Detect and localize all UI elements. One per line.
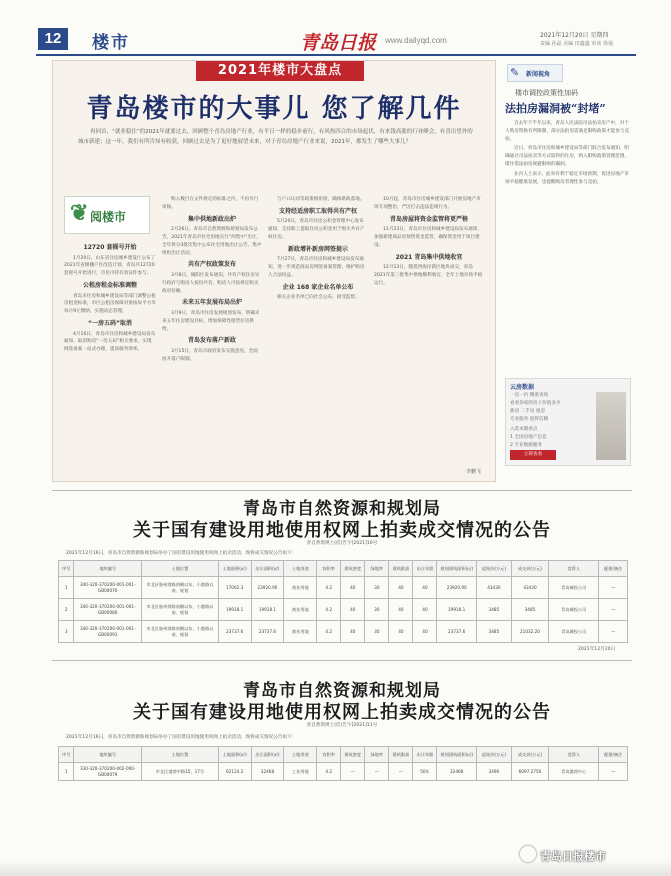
table-cell: 4.2 (317, 763, 341, 781)
table-cell: 23737.6 (437, 621, 476, 643)
table-cell: 23737.6 (218, 621, 251, 643)
table-cell: — (599, 621, 628, 643)
editors-line: 责编 孙磊 美编 田鑫鑫 审读 徐强 (540, 41, 613, 47)
ad-line: 入选本期看点 (510, 427, 538, 432)
article-paragraph: 12月13日，随着西海岸新区地块成交，青岛2021年第三批集中供地顺利收官，全年土地市场平稳运行。 (374, 265, 483, 286)
table-header-cell: 规划建筑面积(㎡) (437, 747, 476, 763)
table-cell: 商业用地 (284, 577, 317, 599)
ad-line: 一房一价 精准查询 (510, 393, 549, 398)
table-cell: 30 (365, 599, 389, 621)
table-row (59, 621, 628, 643)
ad-line: 2 专业数据服务 (510, 443, 542, 448)
table-cell: 1 (59, 763, 74, 781)
article-paragraph: 4月16日，青岛市住房和城乡建设局发布通知，取消购房“一房五码”相关要求，实现网签备案一站式办理，提高服务效率。 (64, 331, 156, 353)
article-subheading: 公租房租金标准调整 (82, 281, 137, 289)
table-cell: 青岛城投公司 (549, 599, 599, 621)
sidebar-paragraph: 近日，青岛市住房和城乡建设局等部门联合发布通知，明确通过司法拍卖等方式取得的住房，纳入限购政策管理范围，堵住借法拍房规避限购的漏洞。 (505, 146, 630, 167)
table-row (59, 577, 628, 599)
article-subheading: 企业 168 家企业名单公布 (282, 283, 354, 291)
table-header-cell: 成交价(万元) (511, 747, 548, 763)
article-paragraph: 11月23日，青岛市住房和城乡建设局发布通知，加强新建商品房预售资金监管，确保资金用于项目建设。 (374, 227, 482, 248)
ad-line: 新房 二手房 租房 (510, 409, 546, 414)
article-paragraph: 与户口认同等政策相衔接，确保新政落地。 (277, 197, 365, 202)
feature-lede: 再回首，“就业稳住”的2021年就要过去，回顾整个青岛房地产行业，有平日一样的稳步前行，有风热四合的市场起伏，有来钱高涨的行业峰会，有喜出望外的城市新建；这一年，我们有所告知有收获，回顾过去是为了更好地展望未来，对于青岛房地产行业来说，2021年，都发生了哪些大事儿？ (78, 129, 473, 145)
article-paragraph: 10月起，青岛市住房城乡建设部门开展房地产市场专项整治，严厉打击违法违规行为。 (374, 197, 481, 210)
article-paragraph: 1月20日，山东省住房城乡建设厅公布了2021年省级棚户区改造计划，青岛共12720套摇号开始进行，市民可持有效证件参与。 (64, 255, 156, 277)
table-cell: 330-320-370200-002-000-GB00079 (74, 763, 142, 781)
table-header-cell: 土地用途 (284, 561, 317, 577)
byline: 李鹏飞 (466, 469, 482, 475)
article-column-3 (268, 196, 368, 303)
sidebar-kicker: 楼市调控政策性加码 (515, 89, 578, 97)
table-cell: 23920.90 (251, 577, 284, 599)
feature-banner: 2021年楼市大盘点 (196, 61, 364, 81)
table-cell: 市北区胶州湾路南侧以东、小港路以南、规划 (142, 577, 219, 599)
table-cell: — (599, 599, 628, 621)
table-cell: 青岛城投公司 (549, 577, 599, 599)
table-header-cell: 地块编号 (74, 747, 142, 763)
table-cell: 40 (413, 621, 437, 643)
table-cell: 340-320-370200-001-001-GB00080 (74, 599, 142, 621)
table-cell: 市北区胶州湾路南侧以东、小港路以南、规划 (142, 599, 219, 621)
article-subheading: 青岛房屋将资金监管将更严格 (389, 215, 468, 223)
table-cell: 43430 (476, 577, 511, 599)
table-header-cell: 成交价(万元) (511, 561, 548, 577)
ad-button[interactable]: 立即查看 (510, 450, 556, 460)
table-header-cell: 出让年限 (413, 561, 437, 577)
table-cell: 21032.20 (511, 621, 548, 643)
notice-1-table (58, 560, 628, 643)
notice-2-number: 青自然资规土(挂)告字[2021]11号 (306, 723, 378, 728)
table-cell: 23920.90 (437, 577, 476, 599)
table-cell: 50年 (413, 763, 437, 781)
table-header-cell: 建筑密度 (341, 747, 365, 763)
table-cell: 30 (365, 621, 389, 643)
brand-label: 阅楼市 (90, 210, 127, 224)
table-header-cell: 起始价(万元) (476, 561, 511, 577)
article-subheading: 2021 青岛集中供地收官 (395, 253, 463, 261)
sidebar-paragraph: 自去年下半年以来，青岛人民法院司法拍卖房产中，对个人购房资格有所限制，部分法拍房需满足限购政策才能参与竞拍。 (505, 121, 630, 142)
notice-1-title-line-1: 青岛市自然资源和规划局 (243, 499, 441, 519)
table-cell: — (341, 763, 365, 781)
table-header-cell: 建筑限高 (389, 561, 413, 577)
table-cell: 青岛城投公司 (549, 621, 599, 643)
table-header-cell: 土地位置 (142, 561, 219, 577)
table-cell: 市北区港湾中路15、17号 (142, 763, 219, 781)
table-cell: 青岛港湾中心 (549, 763, 599, 781)
table-header-cell: 出让面积(㎡) (251, 561, 284, 577)
table-cell: 43430 (511, 577, 548, 599)
table-cell: 工业用地 (284, 763, 317, 781)
table-header-cell: 序号 (59, 747, 74, 763)
table-header-cell: 起始价(万元) (476, 747, 511, 763)
page-number: 12 (38, 28, 68, 50)
table-header-cell: 绿地率 (365, 561, 389, 577)
notice-2-title-line-2: 关于国有建设用地使用权网上拍卖成交情况的公告 (133, 702, 551, 723)
table-header-cell: 规划建筑面积(㎡) (437, 561, 476, 577)
table-cell: 23737.6 (251, 621, 284, 643)
section-title: 楼市 (92, 33, 130, 53)
sidebar-tag-label: 新闻视角 (526, 71, 551, 78)
table-cell: — (599, 577, 628, 599)
article-subheading: 12720 套摇号开始 (83, 244, 137, 251)
leaf-logo-icon: ❦ (70, 200, 89, 226)
table-header-cell: 地块编号 (74, 561, 142, 577)
table-cell: 17062.3 (218, 577, 251, 599)
article-paragraph: 3月8日，城阳区发布通知，共有产权住房实行政府与购房人按份共有，购房人可按规定购买政府份额。 (162, 272, 260, 294)
table-cell: 商业用地 (284, 599, 317, 621)
table-header-cell: 竞得人 (549, 747, 599, 763)
table-cell: 市北区胶州湾路南侧以东、小港路以南、规划 (142, 621, 219, 643)
sidebar-paragraph: 业内人士表示，此举有利于稳定市场预期，促进房地产市场平稳健康发展，也提醒购房者理性参与竞拍。 (505, 171, 629, 185)
site-url: www.dailyqd.com (385, 36, 447, 45)
article-paragraph: 青岛市住房和城乡建设局等部门调整公租房租金标准，市区公租房保障对象按每平方米每月9元缴纳，实施动态管理。 (64, 293, 156, 315)
table-cell: 40 (389, 599, 413, 621)
article-subheading: “一房五码”取消 (88, 319, 132, 327)
table-header-cell: 土地用途 (284, 747, 317, 763)
notice-1-title-line-2: 关于国有建设用地使用权网上拍卖成交情况的公告 (133, 520, 551, 541)
ad-line: 1 全国房地产信息 (510, 435, 547, 440)
table-cell: 3485 (476, 599, 511, 621)
table-row (59, 599, 628, 621)
article-subheading: 未来五年发展布局出炉 (181, 299, 242, 307)
notice-1-intro: 2021年12月16日，青岛市自然资源和规划局举办了国有建设用地使用权网上拍卖活动，现将成交情况公告如下： (66, 551, 297, 556)
table-header-cell: 土地位置 (142, 747, 219, 763)
article-subheading: 支持经适房职工取得共有产权 (278, 207, 357, 215)
table-header-cell: 建筑限高 (389, 747, 413, 763)
notice-1-number: 青自然资规土(挂)告字[2021]10号 (306, 541, 378, 546)
feature-headline: 青岛楼市的大事儿 您了解几件 (86, 94, 462, 124)
news-icon: ✎ (510, 66, 520, 79)
table-cell: 40 (389, 621, 413, 643)
table-cell: 40 (341, 599, 365, 621)
article-subheading: 集中供地新政出炉 (187, 215, 236, 223)
table-cell: 40 (389, 577, 413, 599)
article-column-2 (162, 196, 262, 365)
table-header-cell: 容积率 (317, 747, 341, 763)
notice-1-date: 2021年12月20日 (578, 647, 616, 652)
table-cell: 340-320-370200-001-001-GB00091 (74, 621, 142, 643)
article-column-4 (374, 196, 484, 289)
table-header-cell: 出让面积(㎡) (251, 747, 284, 763)
table-header-cell: 竞得人 (549, 561, 599, 577)
table-cell: — (599, 763, 628, 781)
table-cell: — (389, 763, 413, 781)
ad-line: 看看你家的房子价值多少 (510, 401, 561, 406)
table-cell: 340-320-370200-001-001-GB00070 (74, 577, 142, 599)
table-header-cell: 序号 (59, 561, 74, 577)
article-subheading: 共有产权政策发布 (187, 261, 236, 269)
table-cell: 19918.1 (251, 599, 284, 621)
table-cell: 1 (59, 577, 74, 599)
table-cell: 商业用地 (284, 621, 317, 643)
ad-heading: 云房数据 (510, 384, 535, 391)
wechat-account-icon (520, 846, 536, 862)
article-paragraph: 2月26日，青岛市自然资源和规划局发布公告，2021年青岛市住宅用地实行“两集中”出让，全年将分3批次集中公布住宅用地出让公告、集中组织出让活动。 (162, 227, 262, 256)
table-cell: 3485 (511, 599, 548, 621)
paper-logo: 青岛日报 (300, 32, 377, 54)
table-cell: 6097.2750 (511, 763, 548, 781)
table-cell: 32468 (251, 763, 284, 781)
notice-2-table (58, 746, 628, 781)
article-subheading: 青岛发布落户新政 (187, 337, 236, 345)
page-header (0, 0, 671, 56)
ad-line: 专业服务 值得信赖 (510, 417, 549, 422)
table-cell: 40 (341, 621, 365, 643)
article-paragraph: 3月15日，青岛市政府发布实施意见，全面放开落户限制。 (162, 348, 258, 362)
table-row (59, 763, 628, 781)
table-header-cell: 土地面积(㎡) (218, 561, 251, 577)
sidebar-title: 法拍房漏洞被“封堵” (505, 102, 606, 115)
notice-2-intro: 2021年12月16日，青岛市自然资源和规划局举办了国有建设用地使用权网上拍卖活动，现将成交情况公告如下： (66, 735, 297, 740)
article-column-1 (64, 240, 156, 355)
table-header-cell: 绿地率 (365, 747, 389, 763)
issue-date: 2021年12月20日 星期四 (540, 32, 609, 39)
table-cell: 4.2 (317, 599, 341, 621)
table-cell: 32468 (437, 763, 476, 781)
article-paragraph: 购入数目在文件规定的标准之内，不再另行审核。 (162, 197, 259, 210)
table-cell: 19918.1 (218, 599, 251, 621)
account-watermark: 青岛日报楼市 (540, 850, 606, 863)
article-paragraph: 相关企业名单已向社会公布，接受监督。 (277, 295, 360, 301)
table-header-cell: 配建/备注 (599, 747, 628, 763)
sidebar-body (505, 120, 631, 188)
table-header-cell: 出让年限 (413, 747, 437, 763)
table-cell: 40 (413, 599, 437, 621)
ad-photo (596, 392, 626, 460)
table-header-cell: 土地面积(㎡) (218, 747, 251, 763)
table-cell: 3490 (476, 763, 511, 781)
article-subheading: 新政增补新房网签提示 (287, 245, 348, 253)
article-paragraph: 3月9日，青岛市住房发展规划发布，明确未来五年住房建设目标，增加保障性租赁住房供给。 (162, 310, 260, 332)
notice-2-title-line-1: 青岛市自然资源和规划局 (243, 681, 441, 701)
table-cell: 4.2 (317, 621, 341, 643)
table-header-cell: 容积率 (317, 561, 341, 577)
table-cell: 3485 (476, 621, 511, 643)
article-paragraph: 7月27日，青岛市住房和城乡建设局发布通知，进一步规范商品房网签备案管理，维护购房人合法权益。 (268, 257, 365, 278)
table-cell: 2 (59, 599, 74, 621)
table-cell: 4.2 (317, 577, 341, 599)
table-cell: 3 (59, 621, 74, 643)
table-header-cell: 配建/备注 (599, 561, 628, 577)
article-paragraph: 5月20日，青岛市住房公积金管理中心发布通知，支持职工提取住房公积金用于购买共有产权住房。 (268, 219, 365, 240)
table-header-cell: 建筑密度 (341, 561, 365, 577)
table-cell: 40 (413, 577, 437, 599)
table-cell: 30 (365, 577, 389, 599)
table-cell: — (365, 763, 389, 781)
table-cell: 40 (341, 577, 365, 599)
table-cell: 19918.1 (437, 599, 476, 621)
header-rule (36, 54, 636, 56)
table-cell: 62124.2 (218, 763, 251, 781)
